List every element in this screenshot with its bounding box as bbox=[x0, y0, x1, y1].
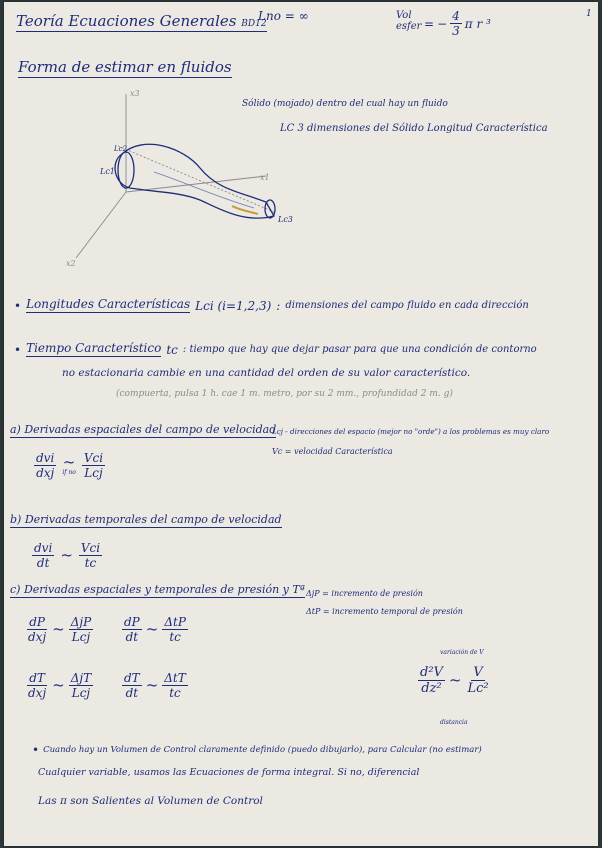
formula-dp-dt: $\frac{dP}{dt}$ ~ $\frac{\text{ΔtP}}{tc}$ bbox=[124, 615, 186, 644]
axis-x2-label: x2 bbox=[66, 259, 76, 268]
lc1-label: Lc1 bbox=[100, 167, 115, 176]
control-volume-line-3: Las π son Salientes al Volumen de Control bbox=[38, 795, 263, 807]
control-volume-line-2: Cualquier variable, usamos las Ecuaciones de forma integral. Si no, diferencial bbox=[38, 767, 420, 778]
lc2-label: Lc2 bbox=[114, 145, 128, 153]
control-volume-bullet: • Cuando hay un Volumen de Control claramente definido (puedo dibujarlo), para Calcular (no estimar) bbox=[32, 743, 482, 757]
axis-x1-line bbox=[126, 176, 266, 192]
second-derivative-annotation-top: variación de V bbox=[440, 649, 484, 656]
lno-note: Lno = ∞ bbox=[258, 9, 309, 23]
section-a-note-1: Lcj - direcciones del espacio (mejor no "orde") a los problemas es muy claro bbox=[272, 427, 550, 436]
tiempo-line-2: no estacionaria cambie en una cantidad del orden de su valor característico. bbox=[62, 367, 471, 379]
figure-note-2: LC 3 dimensiones del Sólido Longitud Característica bbox=[280, 123, 548, 134]
section-b-heading: b) Derivadas temporales del campo de velocidad bbox=[10, 513, 282, 526]
formula-dt-dt: $\frac{dT}{dt}$ ~ $\frac{\text{ΔtT}}{tc}$ bbox=[124, 671, 186, 700]
formula-dv-dx: $\frac{\text{dvi}}{\text{dxj}}$ ~ if no $\frac{\text{Vci}}{\text{Lcj}}$ bbox=[36, 451, 104, 480]
section-c-heading: c) Derivadas espaciales y temporales de presión y Tª bbox=[10, 583, 305, 596]
page-title: Teoría Ecuaciones Generales BD12 bbox=[16, 12, 267, 30]
page-number: 1 bbox=[586, 9, 592, 19]
formula-dv-dt: $\frac{\text{dvi}}{dt}$ ~ $\frac{\text{Vci}}{tc}$ bbox=[34, 541, 101, 570]
formula-d2v-dz2: $\frac{\text{d²V}}{\text{dz²}}$ ~ $\frac{V}{\text{Lc²}}$ bbox=[420, 665, 489, 696]
longitudes-bullet: • Longitudes Características Lci (i=1,2,3) : dimensiones del campo fluido en cada dirección bbox=[14, 297, 529, 313]
axis-x1-label: x1 bbox=[260, 173, 270, 182]
tiempo-pencil-note: (compuerta, pulsa 1 h. cae 1 m. metro, por su 2 mm., profundidad 2 m. g) bbox=[116, 389, 453, 399]
notebook-page bbox=[4, 2, 598, 846]
section-a-note-2: Vc = velocidad Característica bbox=[272, 447, 393, 456]
section-c-note-1: ΔjP = incremento de presión bbox=[306, 589, 423, 598]
lc3-label: Lc3 bbox=[278, 215, 293, 224]
second-derivative-annotation-bottom: distancia bbox=[440, 719, 468, 726]
sphere-volume-label: Vol esfer bbox=[396, 10, 422, 32]
section-a-heading: a) Derivadas espaciales del campo de velocidad bbox=[10, 423, 277, 436]
formula-dt-dx: $\frac{dT}{\text{dxj}}$ ~ $\frac{\text{ΔjT}}{\text{Lcj}}$ bbox=[28, 671, 92, 700]
tiempo-bullet: • Tiempo Característico tc : tiempo que hay que dejar pasar para que una condición de contorno bbox=[14, 341, 537, 357]
formula-dp-dx: $\frac{dP}{\text{dxj}}$ ~ $\frac{\text{ΔjP}}{\text{Lcj}}$ bbox=[28, 615, 92, 644]
section-heading: Forma de estimar en fluidos bbox=[18, 58, 232, 76]
sphere-volume-formula: = − $\frac{4}{3}$ π r ³ bbox=[424, 9, 491, 38]
figure-note-1: Sólido (mojado) dentro del cual hay un fluido bbox=[242, 99, 448, 109]
section-c-note-2: ΔtP = incremento temporal de presión bbox=[306, 607, 463, 616]
axis-x3-label: x3 bbox=[130, 89, 140, 98]
axis-x2-line bbox=[76, 192, 126, 258]
